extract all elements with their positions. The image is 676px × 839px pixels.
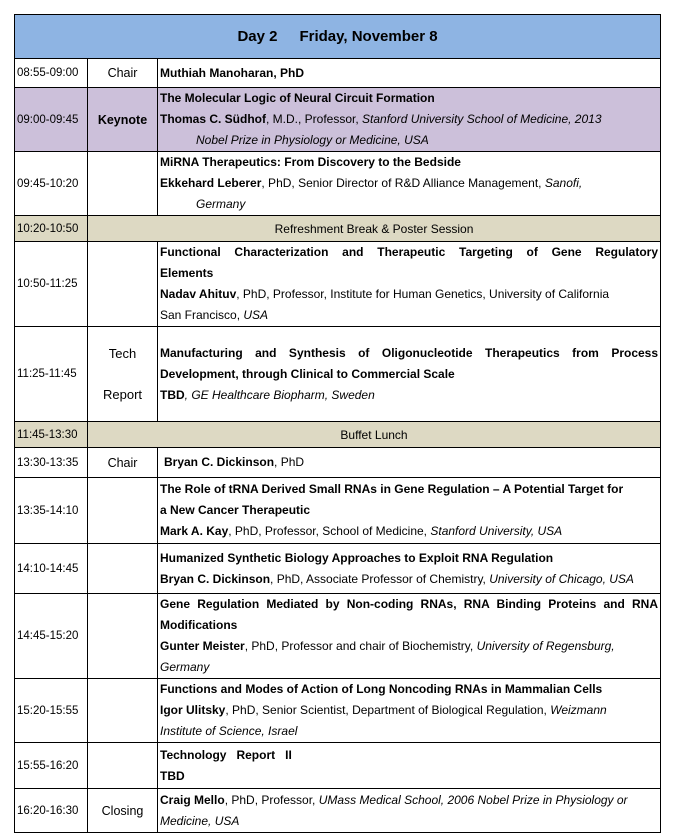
role-label: Chair bbox=[107, 66, 138, 80]
time-cell: 11:25-11:45 bbox=[15, 327, 88, 422]
session-cell bbox=[158, 478, 661, 544]
table-row bbox=[15, 594, 661, 679]
time-cell: 13:30-13:35 bbox=[15, 448, 88, 478]
talk-title-cont: Elements bbox=[160, 266, 214, 280]
session-cell bbox=[158, 743, 661, 789]
session-cell bbox=[158, 594, 661, 679]
session-cell bbox=[158, 544, 661, 594]
speaker-cred: , PhD, Professor, bbox=[224, 792, 319, 807]
role-cell bbox=[88, 743, 158, 789]
role-label-cont: Report bbox=[102, 387, 143, 402]
speaker-cred: , PhD, Senior Scientist, Department of Biological Regulation, bbox=[225, 703, 551, 717]
talk-title: Functional Characterization and Therapeutic Targeting of Gene Regulatory bbox=[160, 245, 659, 259]
role-cell bbox=[88, 59, 158, 88]
talk-title: MiRNA Therapeutics: From Discovery to the Bedside bbox=[160, 155, 461, 169]
time-cell: 10:50-11:25 bbox=[15, 242, 88, 327]
speaker-name: TBD bbox=[160, 768, 185, 783]
table-row bbox=[15, 679, 661, 743]
session-cell bbox=[158, 789, 661, 833]
speaker-affiliation: University of Regensburg, bbox=[476, 639, 615, 653]
talk-title: Technology Report II bbox=[160, 747, 292, 762]
time-cell: 09:45-10:20 bbox=[15, 152, 88, 216]
speaker-name: Bryan C. Dickinson bbox=[160, 571, 271, 586]
table-row bbox=[15, 59, 661, 88]
speaker-affiliation-cont: Institute of Science, Israel bbox=[160, 724, 298, 738]
role-cell bbox=[88, 544, 158, 594]
speaker-cred: , PhD, Senior Director of R&D Alliance Management, bbox=[261, 176, 545, 190]
speaker-name: Nadav Ahituv bbox=[160, 287, 237, 301]
break-label: Buffet Lunch bbox=[88, 422, 661, 448]
time-cell: 08:55-09:00 bbox=[15, 59, 88, 88]
speaker-name: Mark A. Kay bbox=[160, 524, 229, 538]
role-cell bbox=[88, 478, 158, 544]
date-label: Friday, November 8 bbox=[299, 28, 438, 45]
talk-title: The Molecular Logic of Neural Circuit Formation bbox=[160, 91, 435, 105]
table-row bbox=[15, 242, 661, 327]
session-cell bbox=[158, 327, 661, 422]
speaker-affiliation: Germany bbox=[196, 197, 246, 211]
role-cell bbox=[88, 88, 158, 152]
break-row bbox=[15, 422, 661, 448]
speaker-affiliation: Weizmann bbox=[550, 703, 607, 717]
role-label: Chair bbox=[107, 455, 138, 470]
speaker-cred: , PhD, Associate Professor of Chemistry, bbox=[270, 571, 490, 586]
session-cell bbox=[158, 59, 661, 88]
time-cell: 16:20-16:30 bbox=[15, 789, 88, 833]
role-cell bbox=[88, 679, 158, 743]
table-row bbox=[15, 327, 661, 422]
time-cell: 10:20-10:50 bbox=[15, 216, 88, 242]
day-header-row bbox=[15, 15, 661, 59]
speaker-name: Ekkehard Leberer bbox=[160, 176, 262, 190]
speaker-cred: , PhD bbox=[274, 455, 305, 469]
role-cell bbox=[88, 594, 158, 679]
session-cell bbox=[158, 152, 661, 216]
talk-title: Humanized Synthetic Biology Approaches to Exploit RNA Regulation bbox=[160, 550, 554, 565]
role-label: Tech bbox=[108, 346, 137, 361]
day-label: Day 2 bbox=[237, 28, 278, 45]
speaker-name: Bryan C. Dickinson bbox=[164, 455, 275, 469]
role-cell bbox=[88, 327, 158, 422]
speaker-name: Craig Mello bbox=[160, 792, 225, 807]
speaker-cred: , PhD bbox=[273, 65, 305, 80]
schedule-table bbox=[14, 14, 661, 833]
time-cell: 14:10-14:45 bbox=[15, 544, 88, 594]
speaker-name: Thomas C. Südhof bbox=[160, 112, 266, 126]
time-cell: 11:45-13:30 bbox=[15, 422, 88, 448]
speaker-cred: , PhD, Professor, Institute for Human Genetics, University of California bbox=[236, 287, 610, 301]
speaker-affiliation-cont: Medicine, USA bbox=[160, 813, 240, 828]
session-cell bbox=[158, 679, 661, 743]
speaker-cred: , M.D., Professor, bbox=[266, 112, 363, 126]
table-row bbox=[15, 152, 661, 216]
session-cell bbox=[158, 242, 661, 327]
speaker-affiliation: Nobel Prize in Physiology or Medicine, USA bbox=[196, 133, 429, 147]
speaker-affiliation: University of Chicago, USA bbox=[489, 571, 634, 586]
speaker-cred: , PhD, Professor and chair of Biochemistry, bbox=[244, 639, 477, 653]
talk-title: Functions and Modes of Action of Long Noncoding RNAs in Mammalian Cells bbox=[160, 682, 603, 696]
break-row bbox=[15, 216, 661, 242]
talk-title-cont: Modifications bbox=[160, 618, 238, 632]
speaker-affiliation: , GE Healthcare Biopharm, Sweden bbox=[184, 387, 375, 402]
role-cell bbox=[88, 448, 158, 478]
speaker-name: Igor Ulitsky bbox=[160, 703, 226, 717]
day-header bbox=[15, 15, 661, 59]
talk-title: The Role of tRNA Derived Small RNAs in Gene Regulation – A Potential Target for bbox=[160, 482, 624, 496]
time-cell: 15:20-15:55 bbox=[15, 679, 88, 743]
speaker-name: TBD bbox=[160, 387, 185, 402]
speaker-affiliation: Stanford University, USA bbox=[430, 524, 563, 538]
talk-title-cont: Development, through Clinical to Commercial Scale bbox=[160, 366, 455, 381]
session-cell bbox=[158, 88, 661, 152]
table-row bbox=[15, 478, 661, 544]
talk-title: Gene Regulation Mediated by Non-coding RNAs, RNA Binding Proteins and RNA bbox=[160, 597, 659, 611]
time-cell: 09:00-09:45 bbox=[15, 88, 88, 152]
speaker-affiliation: UMass Medical School, 2006 Nobel Prize in Physiology or bbox=[318, 792, 628, 807]
table-row bbox=[15, 88, 661, 152]
table-row bbox=[15, 743, 661, 789]
time-cell: 15:55-16:20 bbox=[15, 743, 88, 789]
table-row bbox=[15, 448, 661, 478]
speaker-affiliation-cont: Germany bbox=[160, 660, 210, 674]
time-cell: 14:45-15:20 bbox=[15, 594, 88, 679]
talk-title-cont: a New Cancer Therapeutic bbox=[160, 503, 311, 517]
role-cell bbox=[88, 789, 158, 833]
speaker-name: Gunter Meister bbox=[160, 639, 245, 653]
session-cell bbox=[158, 448, 661, 478]
break-label: Refreshment Break & Poster Session bbox=[88, 216, 661, 242]
speaker-affiliation: Stanford University School of Medicine, 2013 bbox=[362, 112, 602, 126]
table-row bbox=[15, 789, 661, 833]
role-cell bbox=[88, 152, 158, 216]
speaker-affiliation: USA bbox=[243, 308, 269, 322]
speaker-affiliation: Sanofi, bbox=[544, 176, 583, 190]
speaker-cred: , PhD, Professor, School of Medicine, bbox=[228, 524, 431, 538]
role-label: Keynote bbox=[97, 112, 148, 127]
time-cell: 13:35-14:10 bbox=[15, 478, 88, 544]
role-label: Closing bbox=[101, 803, 144, 818]
speaker-cred-cont: San Francisco, bbox=[160, 308, 244, 322]
speaker-name: Muthiah Manoharan bbox=[160, 65, 274, 80]
role-cell bbox=[88, 242, 158, 327]
table-row bbox=[15, 544, 661, 594]
talk-title: Manufacturing and Synthesis of Oligonucleotide Therapeutics from Process bbox=[160, 345, 659, 360]
